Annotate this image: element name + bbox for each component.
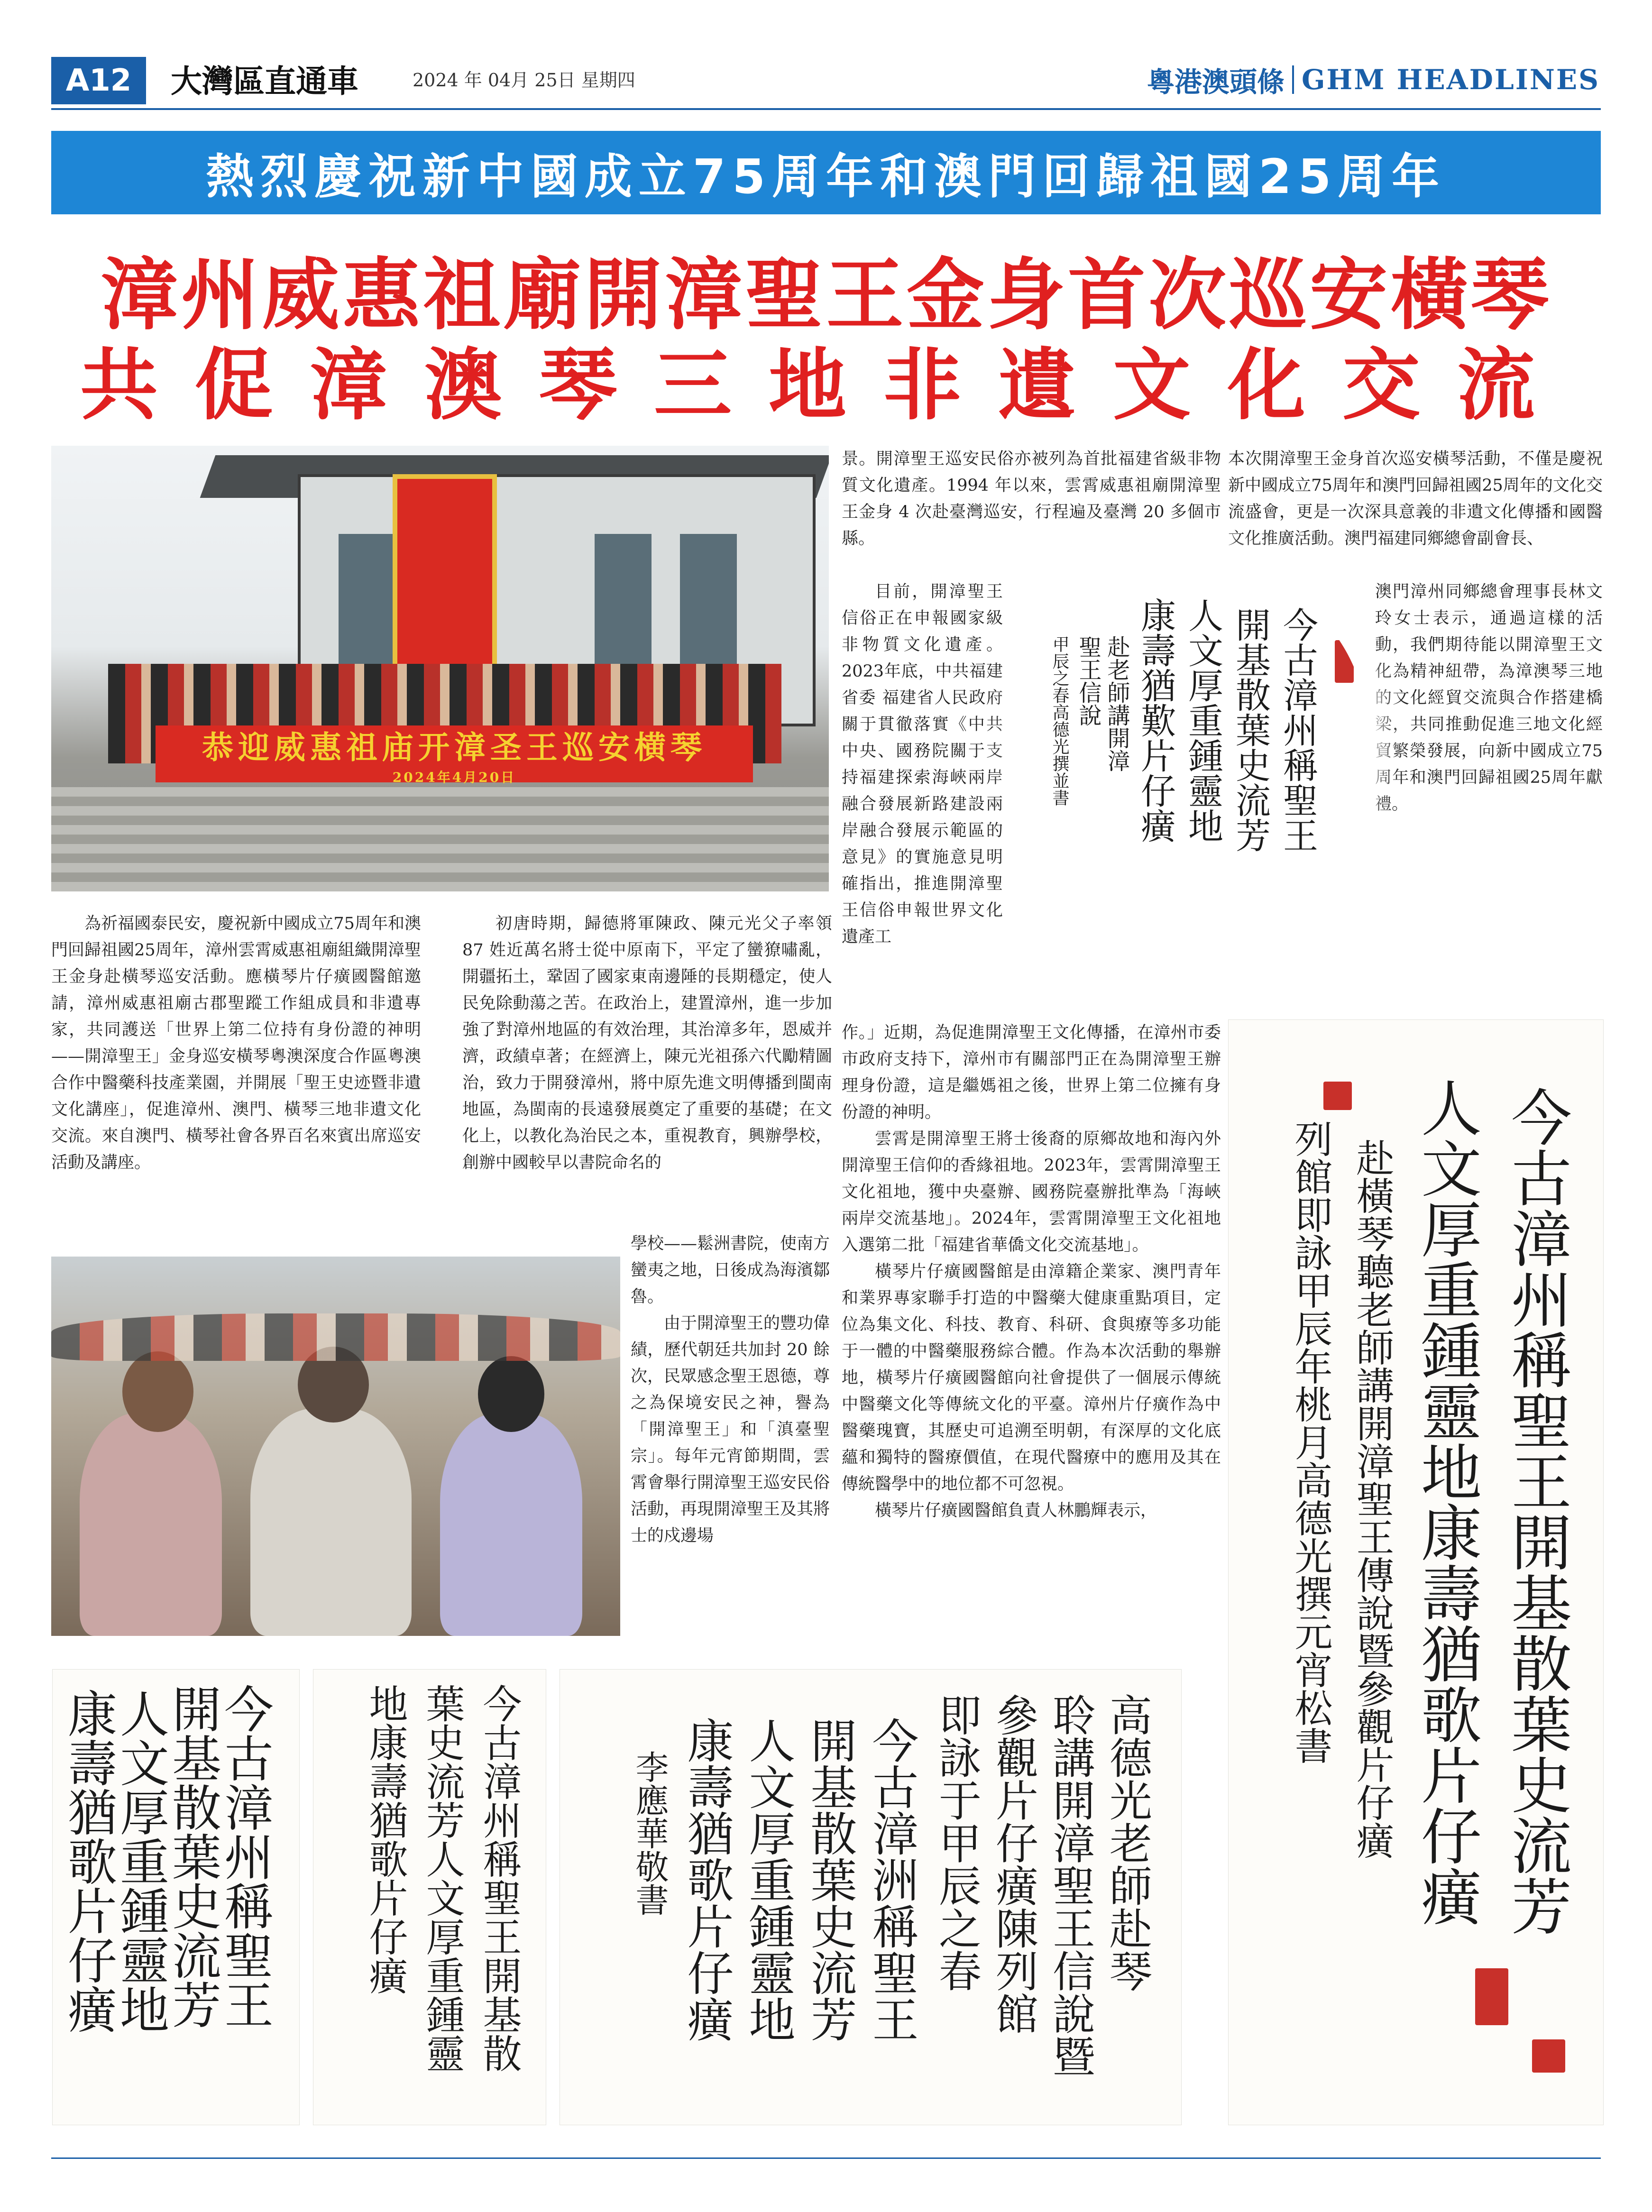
article-column-2-continued: 學校——鬆洲書院，使南方蠻夷之地，日後成為海濱鄒魯。 由于開漳聖王的豐功偉績，歷代朝廷共加封 20 餘次，民眾感念聖王恩德，尊之為保境安民之神，譽為「開漳聖王」和「滇臺聖宗」。每年元宵節期間，雲霄會舉行開漳聖王巡安民俗活動，再現開漳聖王及其將士的戍邊場 <box>631 1234 830 1545</box>
brand-en: GHM HEADLINES <box>1301 64 1600 96</box>
photo-person-right <box>440 1413 582 1636</box>
photo-person-center <box>250 1408 412 1636</box>
photo-red-banner <box>156 725 753 785</box>
calligraphy-bottom-right: 高德光老師赴琴 聆講開漳聖王信說暨 參觀片仔癀陳列館 即詠于甲辰之春 今古漳洲稱聖王 開基散葉史流芳 人文厚重鍾靈地 康壽猶歌片仔癀 李應華敬書 <box>560 1669 1182 2125</box>
brand-divider <box>1292 65 1294 94</box>
group-photo <box>51 446 829 891</box>
article-column-1: 為祈福國泰民安，慶祝新中國成立75周年和澳門回歸祖國25周年，漳州雲霄威惠祖廟組織開漳聖王金身赴橫琴巡安活動。應橫琴片仔癀國醫館邀請，漳州威惠祖廟古郡聖蹤工作組成員和非遺專家，共同護送「世界上第二位持有身份證的神明——開漳聖王」金身巡安橫琴粵澳深度合作區粵澳合作中醫藥科技產業園，并開展「聖王史迹暨非遺文化講座」，促進漳州、澳門、橫琴三地非遺文化交流。來自澳門、橫琴社會各界百名來賓出席巡安活動及講座。 <box>51 914 421 1172</box>
article-column-4-narrow: 澳門漳州同鄉總會理事長林文玲女士表示，通過這樣的活動，我們期待能以開漳聖王文化為精神紐帶，為漳澳琴三地的文化經貿交流與合作搭建橋梁，共同推動促進三地文化經貿繁榮發展，向新中國成立75周年和澳門回歸祖國25周年獻禮。 <box>1375 582 1603 814</box>
calligraphy-bottom-left: 今古漳州稱聖王 開基散葉史流芳 人文厚重鍾靈地 康壽猶歌片仔癀 <box>52 1669 300 2125</box>
seal-stamp <box>1335 640 1354 683</box>
article-column-3-top: 景。開漳聖王巡安民俗亦被列為首批福建省級非物質文化遺產。1994 年以來，雲霄威惠祖廟開漳聖王金身 4 次赴臺灣巡安，行程遍及臺灣 20 多個市縣。 <box>842 450 1221 548</box>
photo-banner-date: 2024年4月20日 <box>392 769 516 785</box>
brand <box>1147 60 1600 100</box>
photo-standard-flag <box>393 474 497 683</box>
seal-stamp <box>1532 2039 1565 2073</box>
photo-banner-text: 恭迎威惠祖庙开漳圣王巡安横琴 <box>202 728 707 766</box>
celebration-banner: 熱烈慶祝新中國成立75周年和澳門回歸祖國25周年 <box>51 131 1601 214</box>
calligraphy-bottom-middle: 今古漳州稱聖王開基散 葉史流芳人文厚重鍾靈 地康壽猶歌片仔癀 <box>313 1669 546 2125</box>
article-column-2: 初唐時期，歸德將軍陳政、陳元光父子率領 87 姓近萬名將士從中原南下，平定了蠻獠嘯亂，開疆拓土，鞏固了國家東南邊陲的長期穩定，使人民免除動蕩之苦。在政治上，建置漳州，進一步加強了對漳州地區的有效治理，其治漳多年，恩威并濟，政績卓著；在經濟上，陳元光祖孫六代勵精圖治，致力于開發漳州，將中原先進文明傳播到閩南地區，為閩南的長遠發展奠定了重要的基礎；在文化上，以教化為治民之本，重視教育，興辦學校，創辦中國較早以書院命名的 <box>462 914 832 1172</box>
footer-rule <box>51 2157 1601 2159</box>
seal-stamp <box>1475 1968 1508 2025</box>
page-number: A12 <box>51 57 146 104</box>
section-title: 大灣區直通車 <box>171 63 358 100</box>
photo-person-left <box>80 1413 222 1636</box>
seal-stamp <box>1323 1082 1352 1110</box>
brand-cn: 粵港澳頭條 <box>1147 66 1285 98</box>
headline-line-1: 漳州威惠祖廟開漳聖王金身首次巡安橫琴 <box>100 250 1551 340</box>
photo-stairs <box>51 787 829 891</box>
article-column-3-main: 作。」近期，為促進開漳聖王文化傳播，在漳州市委市政府支持下，漳州市有關部門正在為開漳聖王辦理身份證，這是繼媽祖之後，世界上第二位擁有身份證的神明。 雲霄是開漳聖王將士後裔的原鄉故地和海內外開漳聖王信仰的香緣祖地。2023年，雲霄開漳聖王文化祖地，獲中央臺辦、國務院臺辦批準為「海峽兩岸交流基地」。2024年，雲霄開漳聖王文化祖地入選第二批「福建省華僑文化交流基地」。 橫琴片仔癀國醫館是由漳籍企業家、澳門青年和業界專家聯手打造的中醫藥大健康重點項目，定位為集文化、科技、教育、科研、食與療等多功能于一體的中醫藥服務綜合體。作為本次活動的舉辦地，橫琴片仔癀國醫館向社會提供了一個展示傳統中醫藥文化等傳統文化的平臺。漳州片仔癀作為中醫藥瑰寶，其歷史可追溯至明朝，有深厚的文化底蘊和獨特的醫療價值，在現代醫療中的應用及其在傳統醫學中的地位都不可忽視。 橫琴片仔癀國醫館負責人林鵬輝表示， <box>842 1023 1221 1520</box>
issue-date: 2024 年 04月 25日 星期四 <box>413 70 635 91</box>
header-rule <box>51 108 1601 110</box>
calligraphy-right: 今古漳州稱聖王開基散葉史流芳 人文厚重鍾靈地康壽猶歌片仔癀 赴橫琴聽老師講開漳聖王傳說暨參觀片仔癀 列館即詠甲辰年桃月高德光撰元宵松書 <box>1228 1019 1604 2125</box>
audience-photo <box>51 1257 620 1636</box>
calligraphy-circle: 今古漳州稱聖王 開基散葉史流芳 人文厚重鍾靈地 康壽猶歎片仔癀 赴老師講開漳 聖王信說 甲辰之春高德光撰並書 <box>1027 564 1368 906</box>
article-column-3-narrow: 目前，開漳聖王信俗正在申報國家級非物質文化遺產。2023年底，中共福建省委 福建省人民政府關于貫徹落實《中共中央、國務院關于支持福建探索海峽兩岸融合發展新路建設兩岸融合發展示範區的意見》的實施意見明確指出，推進開漳聖王信俗申報世界文化遺產工 <box>842 582 1003 946</box>
article-column-4-top: 本次開漳聖王金身首次巡安橫琴活動，不僅是慶祝新中國成立75周年和澳門回歸祖國25周年的文化交流盛會，更是一次深具意義的非遺文化傳播和國醫文化推廣活動。澳門福建同鄉總會副會長、 <box>1228 450 1603 548</box>
headline-line-2: 共促漳澳琴三地非遺文化交流 <box>80 340 1572 431</box>
